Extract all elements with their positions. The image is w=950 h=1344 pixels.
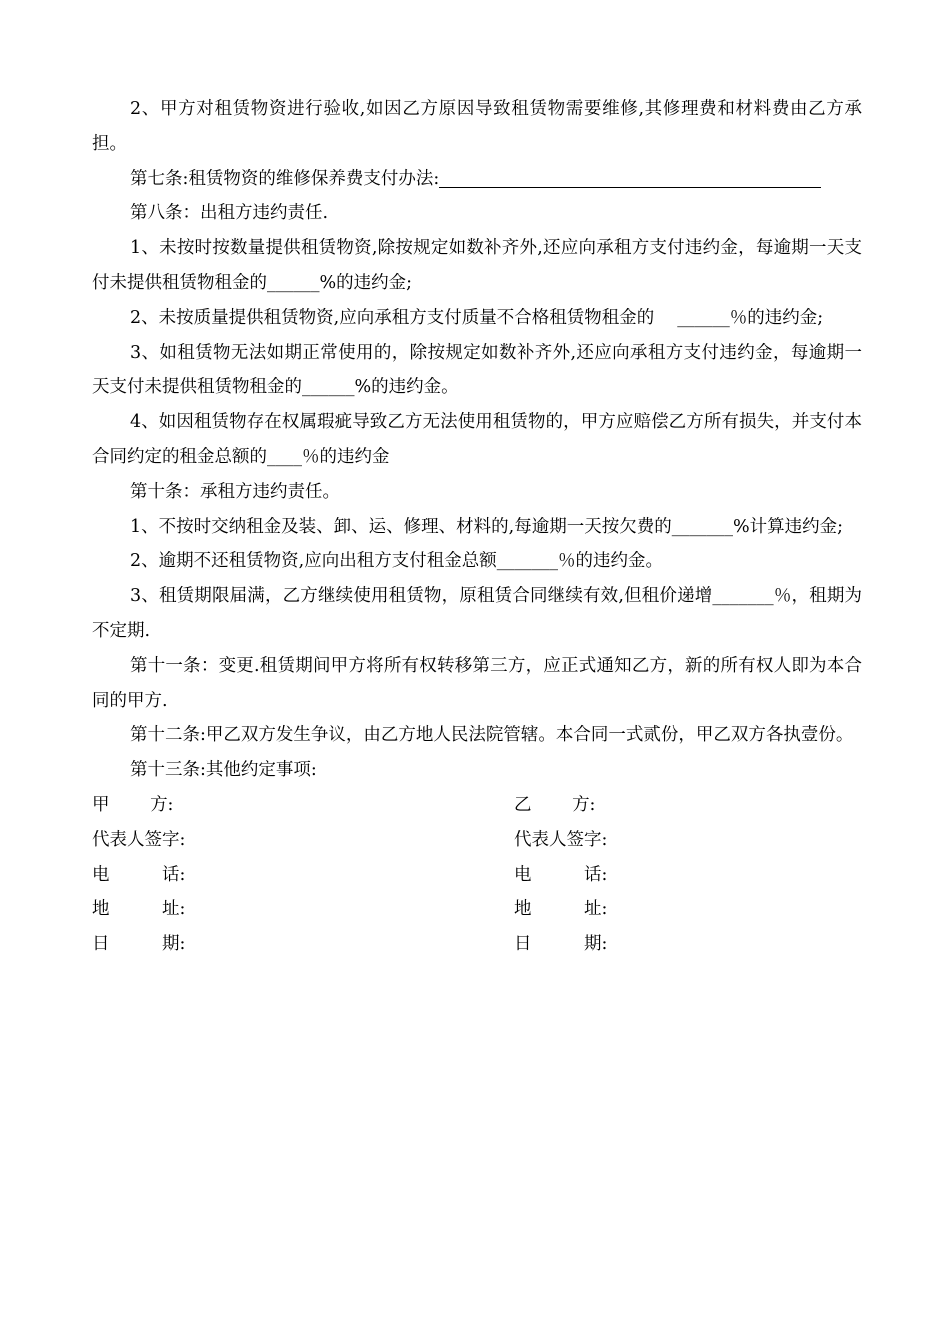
clause-8-item-2: 2、未按质量提供租赁物资,应向承租方支付质量不合格租赁物租金的 ______％的违约金; [130,307,824,328]
date-b-label: 日 期: [514,934,608,955]
clause-8-item-1: 1、未按时按数量提供租赁物资,除按规定如数补齐外,还应向承租方支付违约金，每逾期一天支付未提供租赁物租金的______%的违约金; [92,238,862,293]
rep-a-label: 代表人签字: [92,829,186,850]
clause-repair-inspection: 2、甲方对租赁物资进行验收,如因乙方原因导致租赁物需要维修,其修理费和材料费由乙方承担。 [92,99,862,154]
clause-10-item-2: 2、逾期不还租赁物资,应向出租方支付租金总额_______％的违约金。 [130,551,663,572]
clause-10-item-3: 3、租赁期限届满，乙方继续使用租赁物，原租赁合同继续有效,但租价递增_______％，租期为不定期. [92,586,862,641]
phone-b-label: 电 话: [514,864,608,885]
phone-a-label: 电 话: [92,864,186,885]
address-a-label: 地 址: [92,899,186,920]
clause-10-heading: 第十条：承租方违约责任。 [130,481,340,502]
clause-7-text: 第七条:租赁物资的维修保养费支付办法: [130,168,440,189]
clause-13: 第十三条:其他约定事项: [130,760,317,781]
signature-row-address [92,892,862,927]
clause-8-heading: 第八条：出租方违约责任. [130,203,329,224]
signature-row-representative [92,823,862,858]
party-b-label: 乙 方: [514,794,596,815]
clause-12: 第十二条:甲乙双方发生争议，由乙方地人民法院管辖。本合同一式贰份，甲乙双方各执壹份。 [130,725,854,746]
clause-10-item-1: 1、不按时交纳租金及装、卸、运、修理、材料的,每逾期一天按欠费的_______%计算违约金; [130,516,843,537]
date-a-label: 日 期: [92,934,186,955]
clause-11: 第十一条：变更.租赁期间甲方将所有权转移第三方，应正式通知乙方，新的所有权人即为本合同的甲方. [92,655,862,711]
party-a-label: 甲 方: [92,794,174,815]
signature-row-date [92,927,862,962]
signature-row-phone [92,858,862,893]
rep-b-label: 代表人签字: [514,829,608,850]
clause-8-item-3: 3、如租赁物无法如期正常使用的，除按规定如数补齐外,还应向承租方支付违约金，每逾期一天支付未提供租赁物租金的______%的违约金。 [92,342,862,398]
contract-page [92,92,862,962]
signature-row-party [92,788,862,823]
blank-line [439,167,821,188]
address-b-label: 地 址: [514,899,608,920]
clause-7-maintenance-fee [92,162,862,197]
clause-8-item-4: 4、如因租赁物存在权属瑕疵导致乙方无法使用租赁物的，甲方应赔偿乙方所有损失，并支付本合同约定的租金总额的____％的违约金 [92,412,862,467]
